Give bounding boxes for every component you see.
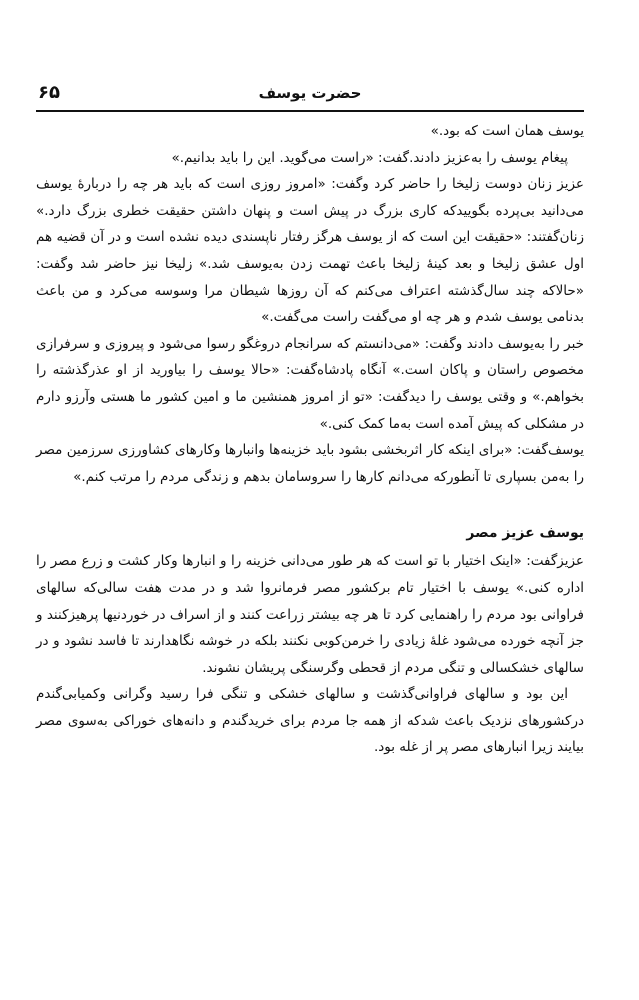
page-body [36,118,584,761]
paragraph: عزیز‌گفت: «اینک اختیار با تو است که هر طور می‌دانی خزینه را و انبارها وکار کشت و زرع مصر را اداره کنی.» یوسف با اختیار تام برکشور مصر فرمانروا شد و در مدت هفت سالی‌که سالهای فراوانی بود مردم را راهنمایی کرد تا هر چه بیشتر زراعت کنند و از اسراف در خوردنیها پرهیزکنند و جز آنچه خورده می‌شود غلهٔ زیادی را خرمن‌کوبی نکنند بلکه در خوشه نگاهدارند تا فاسد نشود و در سالهای خشکسالی و تنگی مردم از قحطی وگرسنگی پریشان نشوند. [36,553,584,676]
section-heading: یوسف عزیز مصر [466,525,584,542]
page-number: ۶۵ [38,82,60,103]
paragraph: این بود و سالهای فراوانی‌گذشت و سالهای خشکی و تنگی فرا رسید وگرانی وکمیابی‌گندم درکشورهای نزدیک باعث شدکه از همه جا مردم برای خریدگندم و دانه‌های خوراکی به‌سوی مصر بیایند زیرا انبارهای مصر پر از غله بود. [36,686,584,756]
paragraph: یوسف همان است که بود.» [430,123,584,139]
paragraph: پیغام یوسف را به‌عزیز دادند.گفت: «راست می‌گوید. این را باید بدانیم.» [171,149,568,166]
paragraph: عزیز زنان دوست زلیخا را حاضر کرد وگفت: «امروز روزی است که باید هر چه را دربارهٔ یوسف می‌دانید بی‌پرده بگوییدکه کاری بزرگ در پیش است و پنهان داشتن حقیقت خطری بزرگ دارد.» زنان‌گفتند: «حقیقت این است که از یوسف هرگز رفتار ناپسندی دیده نشده است و در آن قضیه هم اول عشق زلیخا و بعد کینهٔ زلیخا باعث تهمت زدن به‌یوسف شد.» زلیخا نیز حاضر شد وگفت: «حالاکه چند سال‌گذشته اعتراف می‌کنم که آن روزها شیطان مرا وسوسه می‌کرد و من باعث بدنامی یوسف شدم و هر چه او می‌گفت راست می‌گفت.» [36,176,584,326]
paragraph: خبر را به‌یوسف دادند وگفت: «می‌دانستم که سرانجام دروغگو رسوا می‌شود و پیروزی و سرفرازی مخصوص راستان و پاکان است.» آنگاه پادشاه‌گفت: «حالا یوسف را بیاورید از او عذرگذشته را بخواهم.» و وقتی یوسف را دیدگفت: «تو از امروز همنشین ما و امین کشور ما هستی وآرزو دارم در مشکلی که پیش آمده است به‌ما کمک کنی.» [36,335,584,432]
page-header [36,80,584,112]
running-title: حضرت یوسف [258,84,362,102]
paragraph: یوسف‌گفت: «برای اینکه کار اثربخشی بشود باید خزینه‌ها وانبارها وکارهای کشاورزی سرزمین مصر را به‌من بسپاری تا آنطورکه می‌دانم کارها را سروسامان بدهم و زندگی مردم را مرتب کنم.» [36,442,584,485]
